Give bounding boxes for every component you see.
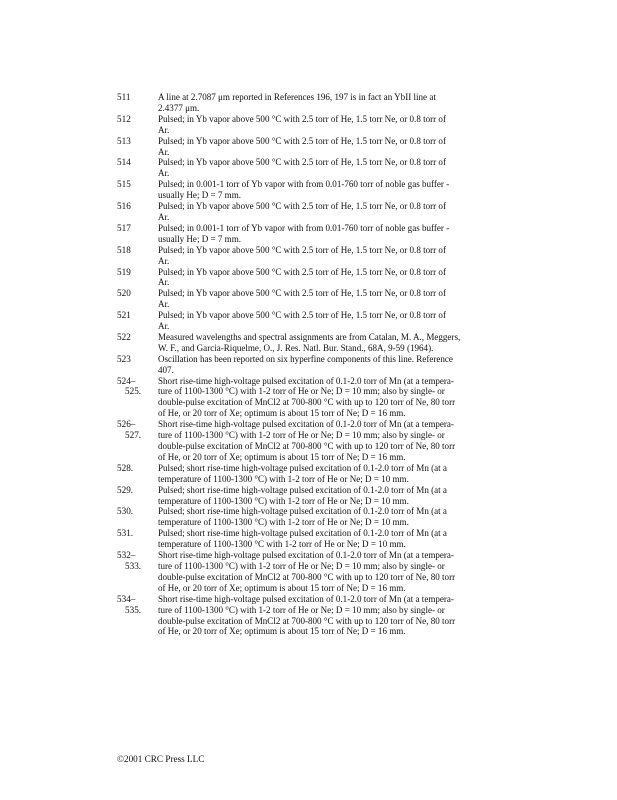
footnote-number-first: 511 xyxy=(117,92,131,102)
footnote-number-first: 530. xyxy=(117,506,134,517)
footnote-text-line: Ar. xyxy=(158,211,170,222)
footnote-text xyxy=(158,201,507,223)
footnote-number xyxy=(117,223,158,234)
footnote-item xyxy=(117,419,507,463)
footnote-number xyxy=(117,114,158,125)
footnote-text xyxy=(158,485,507,507)
footnote-text-line: Ar. xyxy=(158,299,170,310)
footnote-text-line: 2.4377 μm. xyxy=(158,102,200,113)
footnote-number-first: 514 xyxy=(117,157,131,168)
footnote-text-line: Pulsed; in Yb vapor above 500 °C with 2.5 torr of He, 1.5 torr Ne, or 0.8 torr of xyxy=(158,244,446,255)
footnote-item xyxy=(117,506,507,528)
footnote-number xyxy=(117,136,158,147)
footnote-text-line: temperature of 1100-1300 °C) with 1-2 torr of He or Ne; D = 10 mm. xyxy=(158,495,409,506)
footnote-text-line: Pulsed; short rise-time high-voltage pulsed excitation of 0.1-2.0 torr of Mn (at a xyxy=(158,528,447,539)
footnote-text-line: ture of 1100-1300 °C) with 1-2 torr of He or Ne; D = 10 mm; also by single- or xyxy=(158,604,445,615)
footnote-number-first: 515 xyxy=(117,179,131,190)
footnote-text xyxy=(158,114,507,136)
footnote-text-line: double-pulse excitation of MnCl2 at 700-800 °C with up to 120 torr of Ne, 80 torr xyxy=(158,571,456,582)
footnote-text-line: Pulsed; in 0.001-1 torr of Yb vapor with from 0.01-760 torr of noble gas buffer - xyxy=(158,179,450,190)
footnote-text xyxy=(158,550,507,594)
footnote-number xyxy=(117,245,158,256)
footnote-number-first: 519 xyxy=(117,266,131,277)
footnote-text-line: Ar. xyxy=(158,168,170,179)
footnote-text-line: of He, or 20 torr of Xe; optimum is about 15 torr of Ne; D = 16 mm. xyxy=(158,626,406,637)
footnote-item xyxy=(117,157,507,179)
footnote-text xyxy=(158,245,507,267)
footnote-number-first: 524– xyxy=(117,375,136,386)
footnote-text xyxy=(158,310,507,332)
footnote-text xyxy=(158,528,507,550)
footnote-text-line: Short rise-time high-voltage pulsed excitation of 0.1-2.0 torr of Mn (at a tempera- xyxy=(158,550,454,561)
footnote-number-first: 517 xyxy=(117,222,131,233)
footnote-number xyxy=(117,419,158,441)
footnote-item xyxy=(117,92,507,114)
footnote-text-line: usually He; D = 7 mm. xyxy=(158,233,241,244)
footnote-text-line: Pulsed; in Yb vapor above 500 °C with 2.5 torr of He, 1.5 torr Ne, or 0.8 torr of xyxy=(158,157,446,168)
footnote-item xyxy=(117,267,507,289)
footnote-text-line: Pulsed; in Yb vapor above 500 °C with 2.5 torr of He, 1.5 torr Ne, or 0.8 torr of xyxy=(158,113,446,124)
footnote-text xyxy=(158,136,507,158)
footnote-number xyxy=(117,201,158,212)
footnote-text xyxy=(158,223,507,245)
footnote-text-line: W. F., and Garcia-Riquelme, O., J. Res. Natl. Bur. Stand., 68A, 9-59 (1964). xyxy=(158,342,434,353)
footnote-list xyxy=(117,92,507,637)
footnote-number-second: 535. xyxy=(125,604,142,615)
footnote-number-first: 512 xyxy=(117,113,131,124)
footnote-text xyxy=(158,506,507,528)
footnote-number-first: 526– xyxy=(117,419,136,430)
footnote-number-first: 513 xyxy=(117,135,131,146)
footnote-text-line: of He, or 20 torr of Xe; optimum is about 15 torr of Ne; D = 16 mm. xyxy=(158,451,406,462)
footnote-number xyxy=(117,310,158,321)
footnote-text xyxy=(158,376,507,420)
footnote-text-line: Pulsed; short rise-time high-voltage pulsed excitation of 0.1-2.0 torr of Mn (at a xyxy=(158,462,447,473)
footnote-text-line: double-pulse excitation of MnCl2 at 700-800 °C with up to 120 torr of Ne, 80 torr xyxy=(158,397,456,408)
footnote-text-line: Short rise-time high-voltage pulsed excitation of 0.1-2.0 torr of Mn (at a tempera- xyxy=(158,593,454,604)
footnote-number-first: 521 xyxy=(117,310,131,321)
footnote-text-line: ture of 1100-1300 °C) with 1-2 torr of He or Ne; D = 10 mm; also by single- or xyxy=(158,430,445,441)
footnote-item xyxy=(117,594,507,638)
footnote-text xyxy=(158,463,507,485)
footnote-number-first: 523 xyxy=(117,353,131,364)
copyright-footer: ©2001 CRC Press LLC xyxy=(117,754,205,764)
footnote-text-line: Pulsed; in Yb vapor above 500 °C with 2.5 torr of He, 1.5 torr Ne, or 0.8 torr of xyxy=(158,288,446,299)
footnote-number xyxy=(117,528,158,539)
footnote-text-line: Ar. xyxy=(158,321,170,332)
footnote-number-first: 532– xyxy=(117,550,136,561)
footnote-number xyxy=(117,354,158,365)
footnote-text-line: Ar. xyxy=(158,146,170,157)
footnote-number-first: 528. xyxy=(117,462,134,473)
footnote-text xyxy=(158,92,507,114)
footnote-text xyxy=(158,157,507,179)
footnote-item xyxy=(117,179,507,201)
footnote-text xyxy=(158,267,507,289)
footnote-text-line: Pulsed; in Yb vapor above 500 °C with 2.5 torr of He, 1.5 torr Ne, or 0.8 torr of xyxy=(158,266,446,277)
footnote-number xyxy=(117,179,158,190)
footnote-item xyxy=(117,223,507,245)
footnote-text-line: Pulsed; in Yb vapor above 500 °C with 2.5 torr of He, 1.5 torr Ne, or 0.8 torr of xyxy=(158,201,446,212)
footnote-text xyxy=(158,354,507,376)
footnote-item xyxy=(117,354,507,376)
footnote-item xyxy=(117,245,507,267)
footnote-text-line: of He, or 20 torr of Xe; optimum is about 15 torr of Ne; D = 16 mm. xyxy=(158,582,406,593)
footnote-text-line: double-pulse excitation of MnCl2 at 700-800 °C with up to 120 torr of Ne, 80 torr xyxy=(158,441,456,451)
footnote-number-second: 525. xyxy=(125,386,142,397)
footnote-text-line: Pulsed; in Yb vapor above 500 °C with 2.5 torr of He, 1.5 torr Ne, or 0.8 torr of xyxy=(158,310,446,321)
footnote-text-line: Pulsed; in 0.001-1 torr of Yb vapor with from 0.01-760 torr of noble gas buffer - xyxy=(158,222,450,233)
footnote-number-first: 529. xyxy=(117,484,134,495)
footnote-text-line: ture of 1100-1300 °C) with 1-2 torr of He or Ne; D = 10 mm; also by single- or xyxy=(158,386,445,397)
footnote-text xyxy=(158,288,507,310)
footnote-text-line: Measured wavelengths and spectral assignments are from Catalan, M. A., Meggers, xyxy=(158,331,461,342)
footnote-text-line: 407. xyxy=(158,364,174,375)
footnote-text-line: ture of 1100-1300 °C) with 1-2 torr of He or Ne; D = 10 mm; also by single- or xyxy=(158,560,445,571)
footnote-item xyxy=(117,288,507,310)
footnote-text-line: Ar. xyxy=(158,255,170,266)
footnote-number-first: 516 xyxy=(117,201,131,212)
footnote-number xyxy=(117,485,158,496)
footnote-item xyxy=(117,550,507,594)
footnote-item xyxy=(117,114,507,136)
footnote-number-first: 518 xyxy=(117,244,131,255)
footnote-text xyxy=(158,332,507,354)
footnote-number-first: 520 xyxy=(117,288,131,299)
footnote-text-line: Pulsed; in Yb vapor above 500 °C with 2.5 torr of He, 1.5 torr Ne, or 0.8 torr of xyxy=(158,135,446,146)
footnote-number xyxy=(117,376,158,398)
footnote-item xyxy=(117,201,507,223)
footnote-number-second: 533. xyxy=(125,560,142,571)
footnote-text-line: temperature of 1100-1300 °C) with 1-2 torr of He or Ne; D = 10 mm. xyxy=(158,473,409,484)
footnote-text-line: temperature of 1100-1300 °C) with 1-2 torr of He or Ne; D = 10 mm. xyxy=(158,517,409,528)
footnote-item xyxy=(117,332,507,354)
footnote-text-line: temperature of 1100-1300 °C with 1-2 torr of He or Ne; D = 10 mm. xyxy=(158,539,406,550)
footnote-number-first: 534– xyxy=(117,593,136,604)
footnote-text-line: double-pulse excitation of MnCl2 at 700-800 °C with up to 120 torr of Ne, 80 torr xyxy=(158,615,456,626)
footnote-number-second: 527. xyxy=(125,430,142,441)
footnote-text-line: usually He; D = 7 mm. xyxy=(158,190,241,201)
footnote-number xyxy=(117,267,158,278)
footnote-number xyxy=(117,550,158,572)
footnote-number xyxy=(117,463,158,474)
footnote-item xyxy=(117,136,507,158)
footnote-item xyxy=(117,485,507,507)
footnote-item xyxy=(117,376,507,420)
footnote-item xyxy=(117,463,507,485)
footnote-item xyxy=(117,528,507,550)
footnote-number xyxy=(117,506,158,517)
footnote-text-line: of He, or 20 torr of Xe; optimum is about 15 torr of Ne; D = 16 mm. xyxy=(158,408,406,419)
footnote-text-line: Short rise-time high-voltage pulsed excitation of 0.1-2.0 torr of Mn (at a tempera- xyxy=(158,375,454,386)
footnote-text-line: Oscillation has been reported on six hyperfine components of this line. Reference xyxy=(158,353,453,364)
footnote-item xyxy=(117,310,507,332)
footnote-number xyxy=(117,92,158,103)
footnote-number xyxy=(117,288,158,299)
footnote-number-first: 522 xyxy=(117,331,131,342)
footnote-text-line: Ar. xyxy=(158,124,170,135)
footnote-number xyxy=(117,594,158,616)
footnote-number xyxy=(117,332,158,343)
footnote-number xyxy=(117,157,158,168)
footnote-text xyxy=(158,179,507,201)
footnote-text xyxy=(158,594,507,638)
footnote-number-first: 531. xyxy=(117,528,134,539)
footnote-text-line: Ar. xyxy=(158,277,170,288)
footnote-text-line: Pulsed; short rise-time high-voltage pulsed excitation of 0.1-2.0 torr of Mn (at a xyxy=(158,484,447,495)
footnote-text-line: A line at 2.7087 μm reported in References 196, 197 is in fact an YbII line at xyxy=(158,92,436,102)
footnote-text xyxy=(158,419,507,463)
footnote-text-line: Short rise-time high-voltage pulsed excitation of 0.1-2.0 torr of Mn (at a tempera- xyxy=(158,419,454,430)
footnote-text-line: Pulsed; short rise-time high-voltage pulsed excitation of 0.1-2.0 torr of Mn (at a xyxy=(158,506,447,517)
